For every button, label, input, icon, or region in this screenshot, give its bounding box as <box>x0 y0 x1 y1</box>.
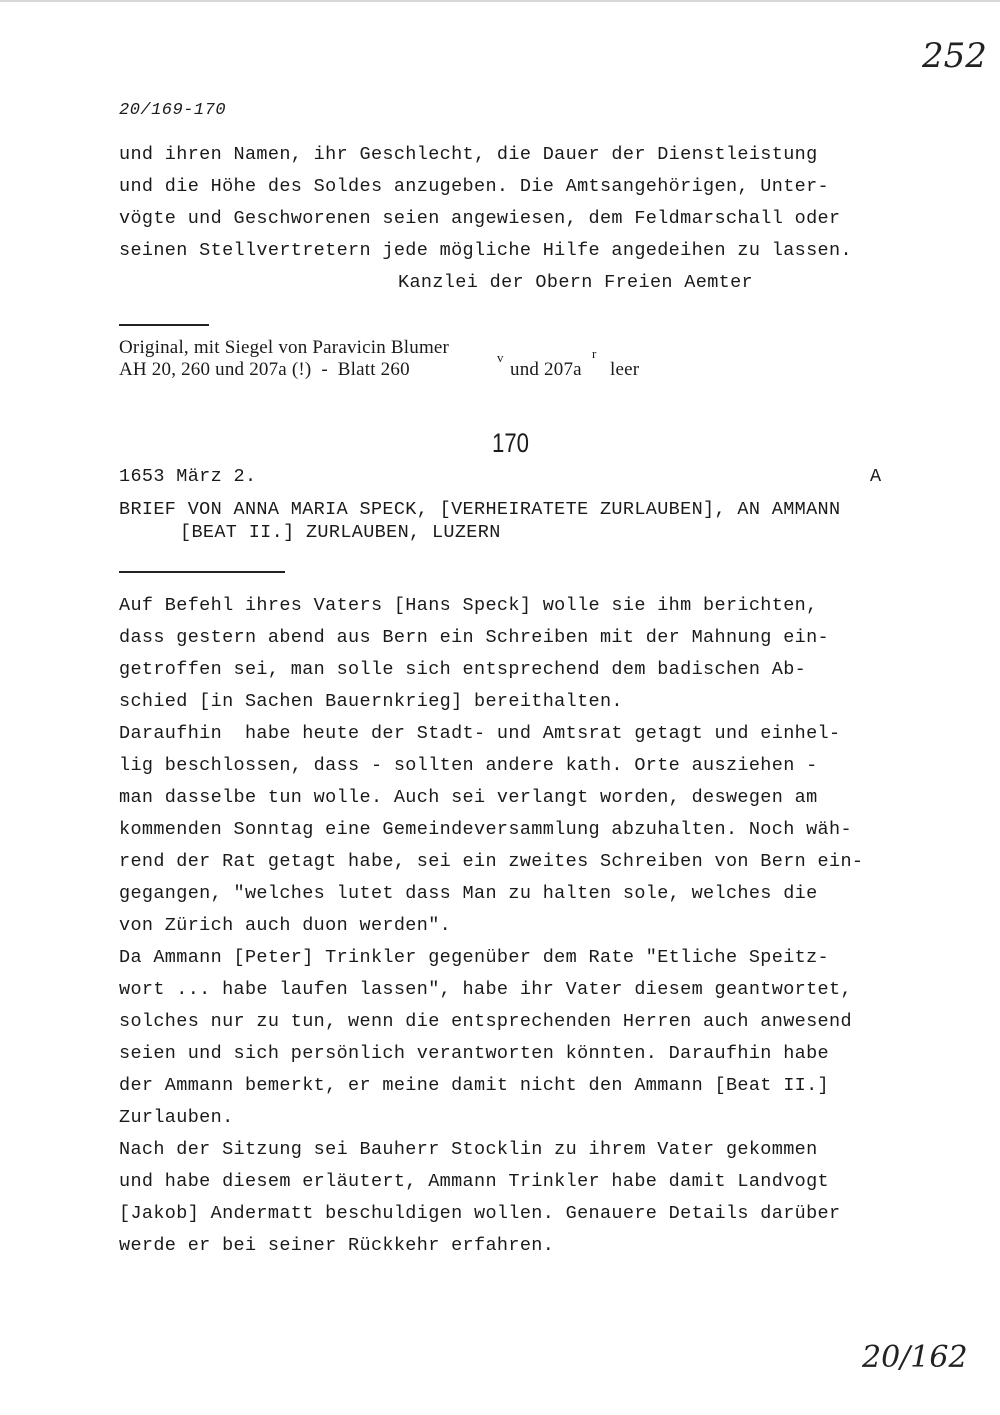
note-empty: leer <box>610 359 640 380</box>
text-line: solches nur zu tun, wenn die entsprechenden Herren auch anwesend <box>119 1011 852 1032</box>
note-separator-rule <box>119 324 209 326</box>
text-line: Da Ammann [Peter] Trinkler gegenüber dem Rate "Etliche Speitz- <box>119 947 830 968</box>
text-line: Zurlauben. <box>119 1107 234 1128</box>
entry-date: 1653 März 2. <box>119 466 257 487</box>
note-archive-ref: AH 20, 260 und 207a (!) - Blatt 260 <box>119 359 410 380</box>
footer-reference-handwritten: 20/162 <box>862 1340 968 1375</box>
text-line: von Zürich auch duon werden". <box>119 915 452 936</box>
text-line: Auf Befehl ihres Vaters [Hans Speck] wolle sie ihm berichten, <box>119 595 818 616</box>
folio-number-handwritten: 252 <box>922 36 987 76</box>
text-line: gegangen, "welches lutet dass Man zu halten sole, welches die <box>119 883 818 904</box>
superscript-verso: v <box>497 350 504 365</box>
title-separator-rule <box>119 571 285 573</box>
text-line: rend der Rat getagt habe, sei ein zweites Schreiben von Bern ein- <box>119 851 864 872</box>
text-line: und die Höhe des Soldes anzugeben. Die Amtsangehörigen, Unter- <box>119 176 830 197</box>
text-line: dass gestern abend aus Bern ein Schreiben mit der Mahnung ein- <box>119 627 830 648</box>
text-line: vögte und Geschworenen seien angewiesen, dem Feldmarschall oder <box>119 208 841 229</box>
note-original: Original, mit Siegel von Paravicin Blumer <box>119 337 450 358</box>
text-line: und ihren Namen, ihr Geschlecht, die Dauer der Dienstleistung <box>119 144 818 165</box>
entry-title-continued: [BEAT II.] ZURLAUBEN, LUZERN <box>180 522 501 543</box>
text-line: wort ... habe laufen lassen", habe ihr Vater diesem geantwortet, <box>119 979 852 1000</box>
text-line: lig beschlossen, dass - sollten andere kath. Orte ausziehen - <box>119 755 818 776</box>
text-line: kommenden Sonntag eine Gemeindeversammlung abzuhalten. Noch wäh- <box>119 819 852 840</box>
text-line: der Ammann bemerkt, er meine damit nicht den Ammann [Beat II.] <box>119 1075 830 1096</box>
text-line: man dasselbe tun wolle. Auch sei verlangt worden, deswegen am <box>119 787 818 808</box>
text-line: Daraufhin habe heute der Stadt- und Amtsrat getagt und einhel- <box>119 723 841 744</box>
text-line: schied [in Sachen Bauernkrieg] bereithalten. <box>119 691 623 712</box>
header-reference: 20/169-170 <box>119 101 227 120</box>
page-top-edge <box>0 0 1000 2</box>
note-and: und 207a <box>510 359 582 380</box>
entry-number: 170 <box>492 428 529 458</box>
text-line: und habe diesem erläutert, Ammann Trinkler habe damit Landvogt <box>119 1171 830 1192</box>
text-line: seinen Stellvertretern jede mögliche Hilfe angedeihen zu lassen. <box>119 240 852 261</box>
superscript-recto: r <box>592 346 597 361</box>
text-line: seien und sich persönlich verantworten könnten. Daraufhin habe <box>119 1043 830 1064</box>
text-line: [Jakob] Andermatt beschuldigen wollen. Genauere Details darüber <box>119 1203 841 1224</box>
text-line: Nach der Sitzung sei Bauherr Stocklin zu ihrem Vater gekommen <box>119 1139 818 1160</box>
text-line: werde er bei seiner Rückkehr erfahren. <box>119 1235 555 1256</box>
letter-type-marker: A <box>870 466 882 487</box>
entry-title: BRIEF VON ANNA MARIA SPECK, [VERHEIRATETE ZURLAUBEN], AN AMMANN <box>119 499 841 520</box>
text-line: getroffen sei, man solle sich entsprechend dem badischen Ab- <box>119 659 807 680</box>
chancery-signature: Kanzlei der Obern Freien Aemter <box>398 272 754 293</box>
